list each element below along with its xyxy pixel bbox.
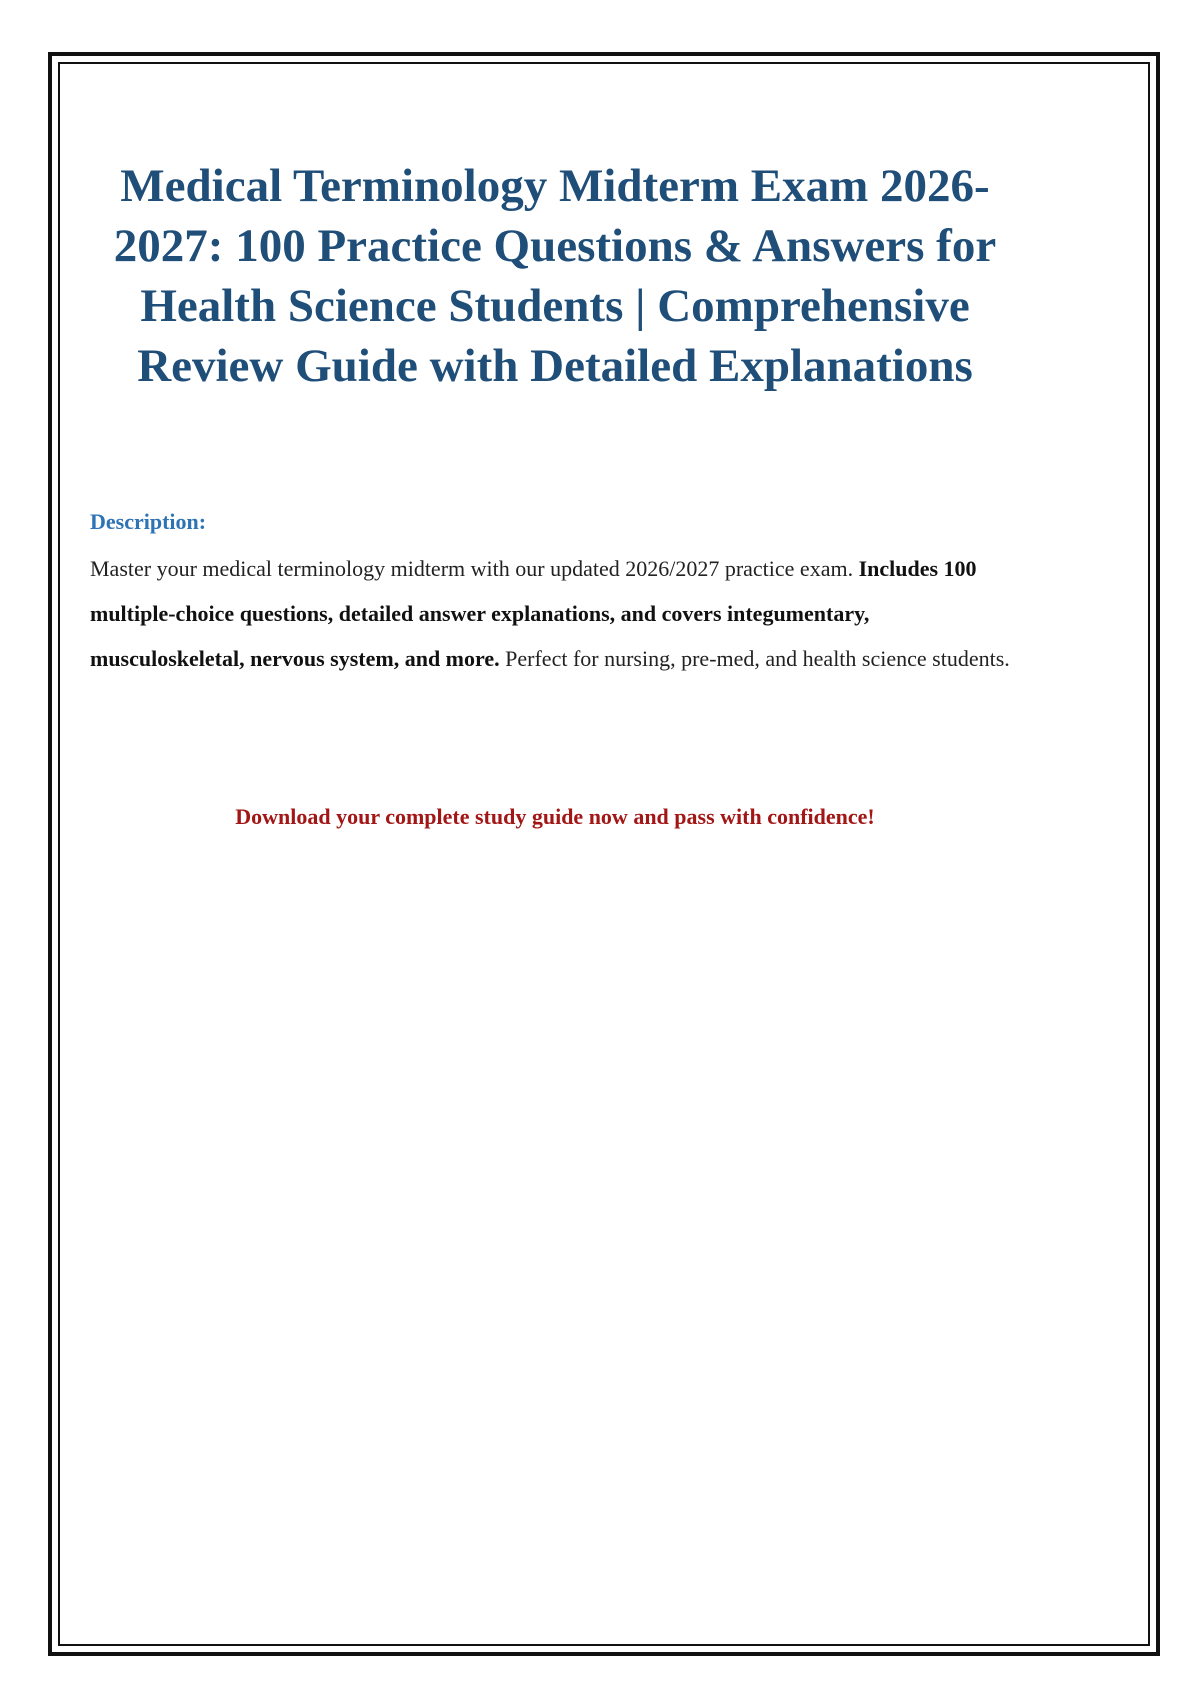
- document-content: [90, 100, 1020, 831]
- description-bold: Includes 100 multiple-choice questions, detailed answer explanations, and covers integumentary, musculoskeletal, nervous system, and more.: [90, 556, 977, 671]
- call-to-action: Download your complete study guide now and pass with confidence!: [235, 804, 875, 829]
- document-title: Medical Terminology Midterm Exam 2026-2027: 100 Practice Questions & Answers for Health Science Students | Comprehensive Review Guide with Detailed Explanations: [113, 160, 997, 392]
- description-heading: Description:: [90, 509, 207, 534]
- description-intro: Master your medical terminology midterm with our updated 2026/2027 practice exam.: [90, 556, 854, 581]
- description-body: [90, 546, 1020, 681]
- description-outro: Perfect for nursing, pre-med, and health science students.: [505, 646, 1010, 671]
